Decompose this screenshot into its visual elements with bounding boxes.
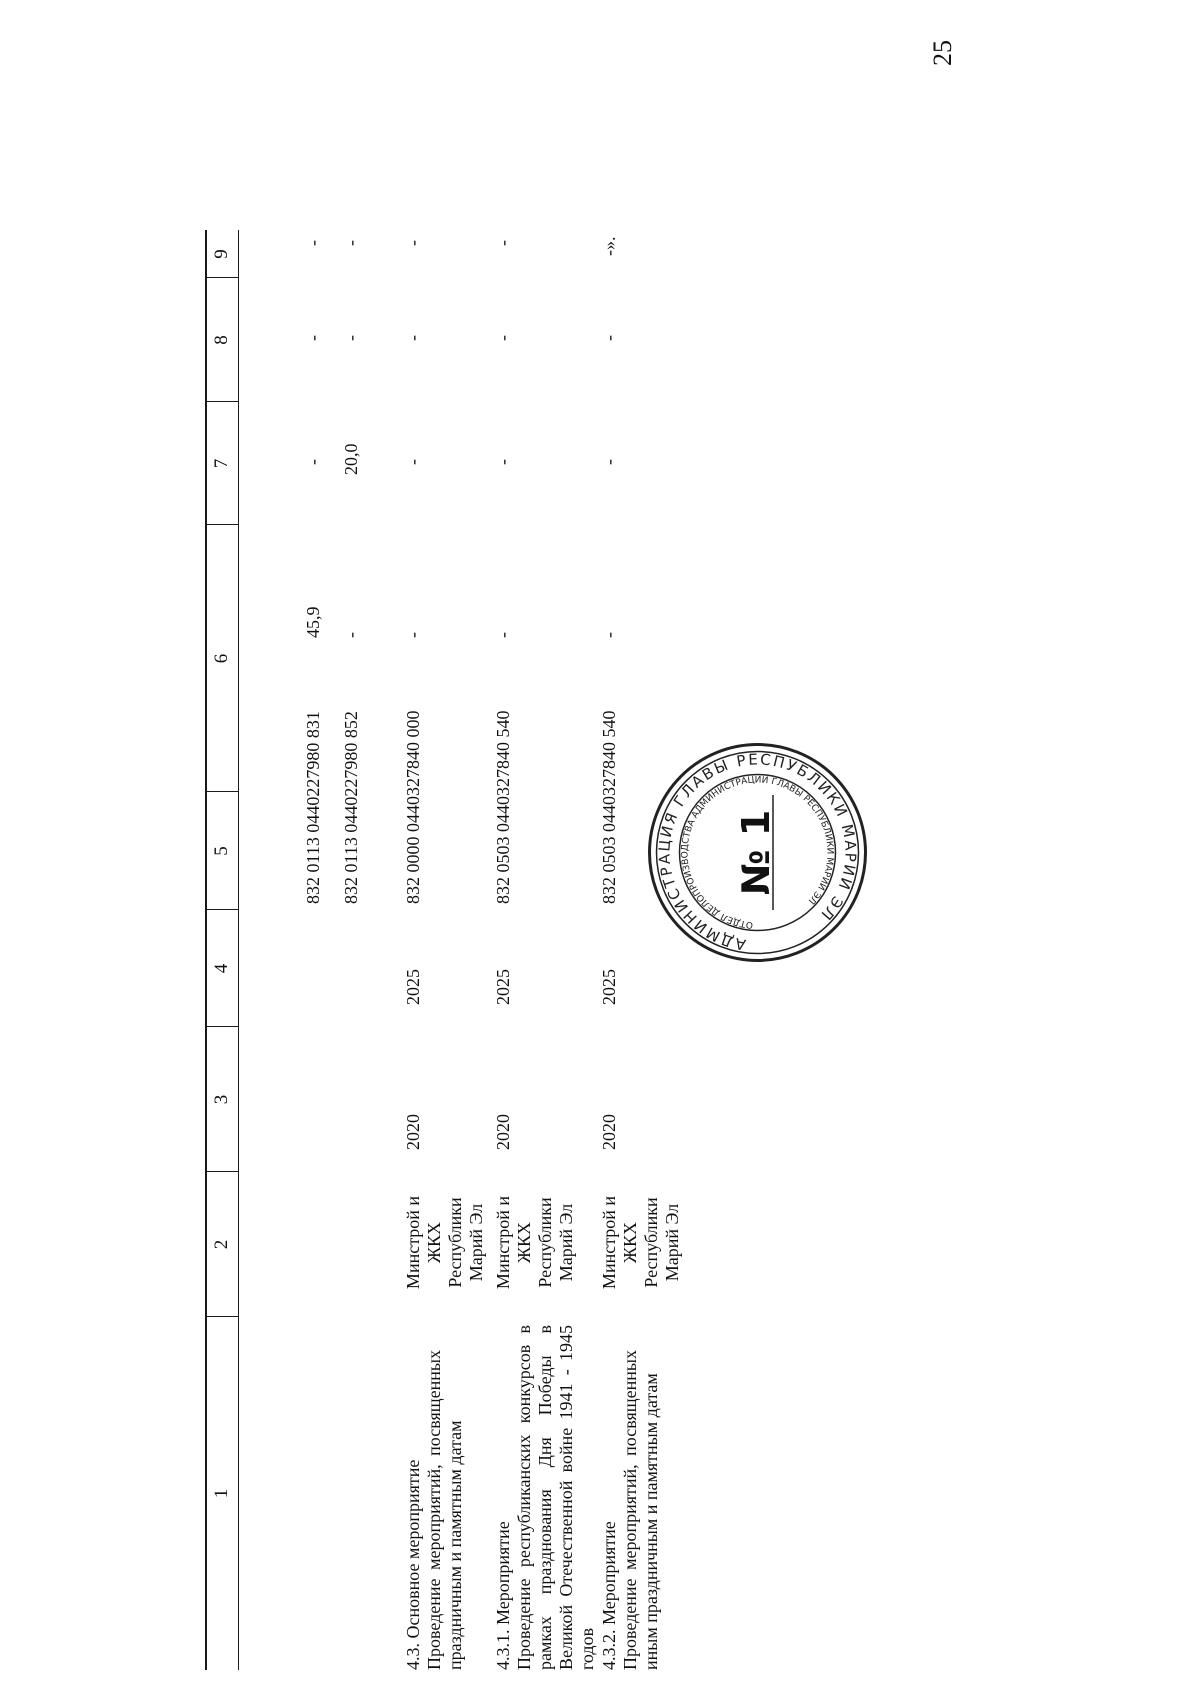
page-number: 25 <box>928 40 957 66</box>
budget-code: 832 0113 0440227980 831 <box>303 711 323 904</box>
value-col-6: - <box>493 632 513 638</box>
value-col-9: - <box>493 240 513 246</box>
header-col-7: 7 <box>211 458 232 469</box>
stamp-seal-icon <box>645 740 870 965</box>
start-year: 2020 <box>599 1114 619 1150</box>
executor: Минстрой и ЖКХ Республики Марий Эл <box>403 1195 486 1290</box>
value-col-8: - <box>303 335 323 341</box>
svg-text:№ 1: № 1 <box>734 809 778 896</box>
measure-title: 4.3.1. Мероприятие <box>493 1521 513 1670</box>
value-col-8: - <box>403 335 423 341</box>
start-year: 2020 <box>493 1114 513 1150</box>
measure-description: Проведение мероприятий, посвященных праздничным и памятным датам <box>424 1350 465 1670</box>
budget-code: 832 0503 0440327840 540 <box>599 710 619 904</box>
header-col-5: 5 <box>211 846 232 856</box>
value-col-7: - <box>599 459 619 465</box>
table-row <box>403 230 486 1670</box>
budget-code: 832 0000 0440327840 000 <box>403 710 423 904</box>
header-col-1: 1 <box>211 1488 232 1499</box>
value-col-7: - <box>493 459 513 465</box>
header-col-8: 8 <box>211 335 232 345</box>
value-col-6: - <box>341 632 361 638</box>
header-col-4: 4 <box>211 963 232 974</box>
start-year: 2020 <box>403 1114 423 1150</box>
measure-description: Проведение республиканских конкурсов в рамках празднования Дня Победы в Великой Отечественной войне 1941 - 1945 годов <box>514 1325 597 1670</box>
header-col-3: 3 <box>211 1094 232 1105</box>
value-col-8: - <box>341 335 361 341</box>
measure-title: 4.3. Основное мероприятие <box>403 1459 423 1670</box>
header-bottom-border <box>238 230 239 1670</box>
official-stamp <box>645 740 870 965</box>
value-col-8: - <box>493 335 513 341</box>
value-col-7: 20,0 <box>341 443 361 475</box>
value-col-6: - <box>599 632 619 638</box>
value-col-7: - <box>403 459 423 465</box>
budget-table <box>205 230 1035 1670</box>
measure-description: Проведение мероприятий, посвященных иным праздничным и памятным датам <box>620 1350 661 1670</box>
value-col-7: - <box>303 459 323 465</box>
measure-title: 4.3.2. Мероприятие <box>599 1521 619 1670</box>
svg-text:АДМИНИСТРАЦИЯ ГЛАВЫ РЕСПУБЛИКИ: АДМИНИСТРАЦИЯ ГЛАВЫ РЕСПУБЛИКИ МАРИЙ ЭЛ <box>655 750 860 954</box>
value-col-8: - <box>599 335 619 341</box>
header-col-9: 9 <box>211 249 232 259</box>
executor: Минстрой и ЖКХ Республики Марий Эл <box>493 1195 576 1290</box>
header-col-2: 2 <box>211 1239 232 1250</box>
table-row <box>493 230 597 1670</box>
end-year: 2025 <box>599 969 619 1005</box>
budget-code: 832 0503 0440327840 540 <box>493 710 513 904</box>
budget-code: 832 0113 0440227980 852 <box>341 711 361 904</box>
executor: Минстрой и ЖКХ Республики Марий Эл <box>599 1195 682 1290</box>
table-row <box>341 230 365 1670</box>
value-col-9: - <box>303 240 323 246</box>
table-row <box>303 230 327 1670</box>
value-col-9: - <box>403 240 423 246</box>
end-year: 2025 <box>493 969 513 1005</box>
value-col-6: 45,9 <box>303 606 323 638</box>
value-col-6: - <box>403 632 423 638</box>
end-year: 2025 <box>403 969 423 1005</box>
value-col-9: - <box>341 240 361 246</box>
svg-text:ОТДЕЛ ДЕЛОПРОИЗВОДСТВА АДМИНИС: ОТДЕЛ ДЕЛОПРОИЗВОДСТВА АДМИНИСТРАЦИИ ГЛАВЫ РЕСПУБЛИКИ МАРИЙ ЭЛ <box>680 775 835 930</box>
value-col-9: -». <box>599 236 619 256</box>
header-col-6: 6 <box>211 653 232 664</box>
